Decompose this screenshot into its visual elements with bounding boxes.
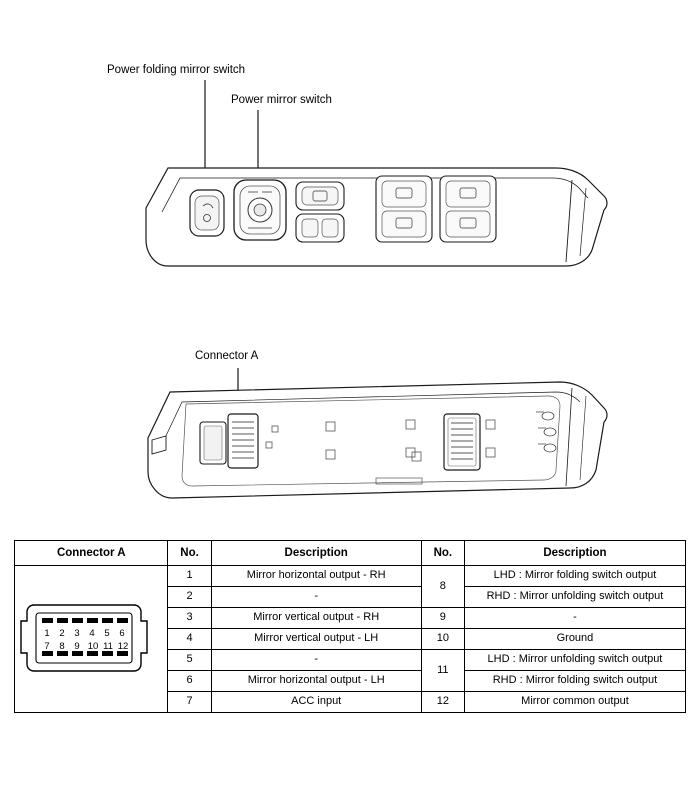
pin-no: 11 [421, 650, 464, 692]
header-connector: Connector A [15, 541, 168, 566]
pin-description: - [211, 650, 421, 671]
header-no-left: No. [168, 541, 211, 566]
pin-number-8: 8 [59, 641, 65, 652]
pin-number-11: 11 [103, 641, 113, 652]
header-description-right: Description [464, 541, 685, 566]
switch-assembly-illustration [0, 0, 700, 300]
pin-number-7: 7 [44, 641, 50, 652]
pin-number-12: 12 [117, 641, 129, 652]
connector-b-block [444, 414, 480, 470]
pin-no: 2 [168, 587, 211, 608]
pin-no: 1 [168, 566, 211, 587]
callout-label-power-mirror-switch: Power mirror switch [231, 94, 332, 106]
pin-no: 3 [168, 608, 211, 629]
door-switch-panel-drawing [0, 0, 700, 300]
pin-number-1: 1 [44, 628, 50, 639]
pin-description: Ground [464, 629, 685, 650]
pin-number-10: 10 [87, 641, 99, 652]
connector-pin-diagram [18, 591, 150, 687]
pin-description: LHD : Mirror folding switch output [464, 566, 685, 587]
pin-number-3: 3 [74, 628, 80, 639]
table-header-row [15, 541, 686, 566]
pin-no: 9 [421, 608, 464, 629]
header-no-right: No. [421, 541, 464, 566]
pin-description: - [211, 587, 421, 608]
pin-number-9: 9 [74, 641, 80, 652]
callout-label-connector-a: Connector A [195, 350, 259, 362]
pin-description: Mirror vertical output - LH [211, 629, 421, 650]
window-switch-bank-right [440, 176, 496, 242]
connector-a-block [200, 414, 258, 468]
pin-number-6: 6 [119, 628, 125, 639]
table-row [15, 566, 686, 587]
pin-description: LHD : Mirror unfolding switch output [464, 650, 685, 671]
connector-a-pinout-table [14, 540, 686, 713]
window-switch-bank-left [376, 176, 432, 242]
pin-description: RHD : Mirror folding switch output [464, 671, 685, 692]
pin-no: 7 [168, 692, 211, 713]
header-description-left: Description [211, 541, 421, 566]
power-folding-mirror-switch-graphic [190, 190, 224, 236]
pin-no: 8 [421, 566, 464, 608]
power-mirror-switch-graphic [234, 180, 286, 240]
pin-description: - [464, 608, 685, 629]
pin-no: 6 [168, 671, 211, 692]
pin-description: Mirror vertical output - RH [211, 608, 421, 629]
pin-number-2: 2 [59, 628, 65, 639]
pin-number-4: 4 [89, 628, 95, 639]
pin-no: 4 [168, 629, 211, 650]
pin-number-5: 5 [104, 628, 110, 639]
connector-a-drawing [0, 330, 700, 530]
pin-description: ACC input [211, 692, 421, 713]
pin-no: 5 [168, 650, 211, 671]
pin-no: 10 [421, 629, 464, 650]
pin-no: 12 [421, 692, 464, 713]
pin-description: Mirror horizontal output - LH [211, 671, 421, 692]
pin-description: Mirror common output [464, 692, 685, 713]
connector-assembly-illustration [0, 330, 700, 530]
callout-label-power-folding-mirror-switch: Power folding mirror switch [107, 64, 246, 76]
pin-description: Mirror horizontal output - RH [211, 566, 421, 587]
connector-pin-diagram-cell [15, 566, 168, 713]
pin-description: RHD : Mirror unfolding switch output [464, 587, 685, 608]
